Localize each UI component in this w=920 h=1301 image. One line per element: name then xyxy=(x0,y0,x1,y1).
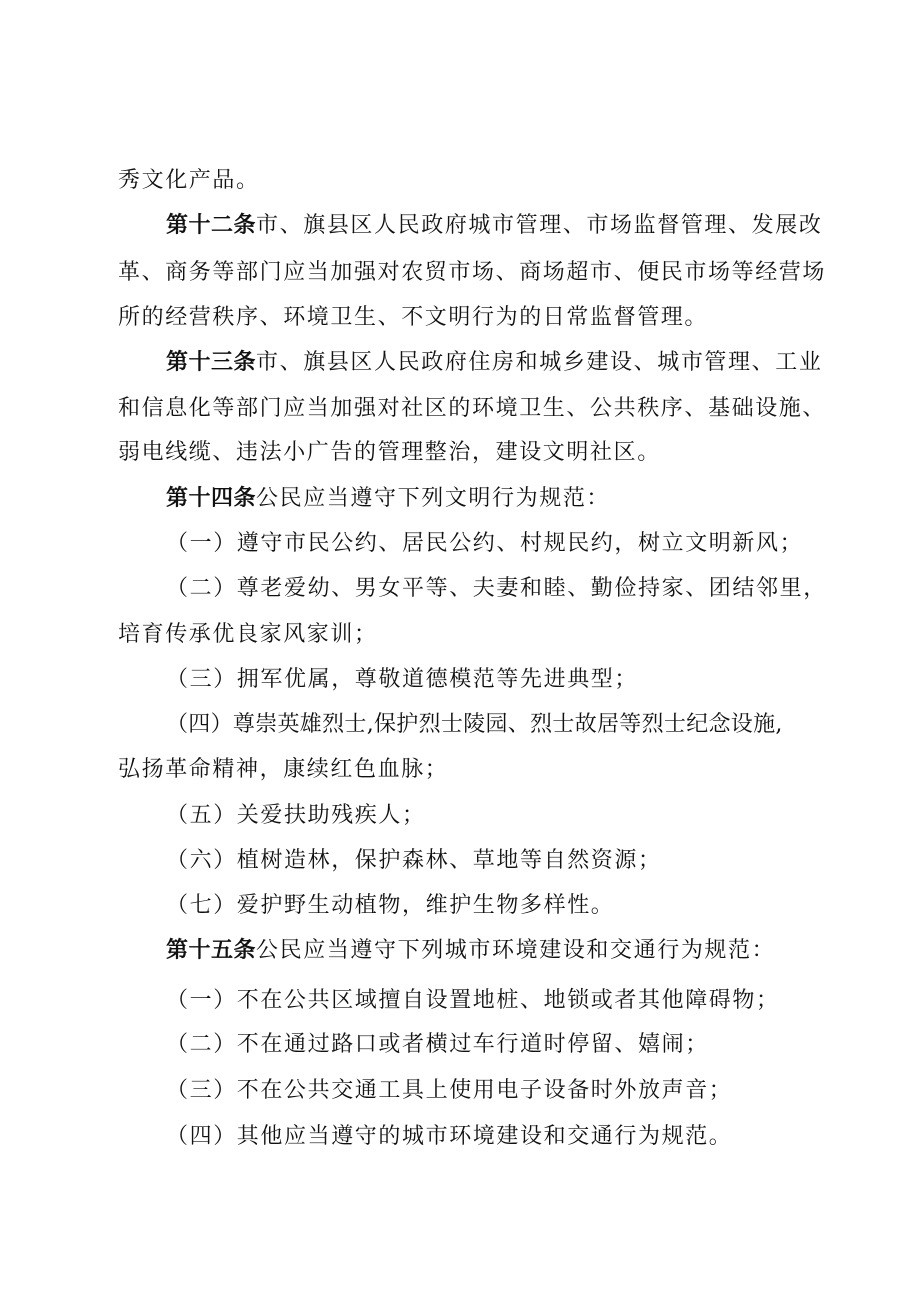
article-12-line xyxy=(166,209,866,243)
line-text: （四）其他应当遵守的城市环境建设和交通行为规范。 xyxy=(166,1124,733,1149)
article-14-line xyxy=(166,482,866,516)
list-item-line xyxy=(166,572,866,606)
list-item-line xyxy=(166,1028,866,1062)
paragraph-line xyxy=(118,256,827,290)
list-item-line xyxy=(166,799,866,833)
list-item-line xyxy=(166,527,866,561)
line-text: 弱电线缆、违法小广告的管理整治，建设文明社区。 xyxy=(118,440,661,465)
list-item-line xyxy=(166,984,866,1018)
paragraph-line xyxy=(118,436,818,470)
list-item-line xyxy=(166,1074,866,1108)
line-text: 弘扬革命精神，康续红色血脉； xyxy=(118,757,449,782)
paragraph-line xyxy=(118,392,827,426)
line-text: 市、旗县区人民政府城市管理、市场监督管理、发展改 xyxy=(256,213,823,238)
line-text: 公民应当遵守下列城市环境建设和交通行为规范： xyxy=(256,938,776,963)
list-item-line xyxy=(166,889,866,923)
line-text: 革、商务等部门应当加强对农贸市场、商场超市、便民市场等经营场 xyxy=(118,260,827,285)
list-item-line xyxy=(166,708,866,742)
line-text: （一）不在公共区域擅自设置地桩、地锁或者其他障碍物； xyxy=(166,988,780,1013)
article-13-title: 第十三条 xyxy=(166,350,257,375)
line-text: 和信息化等部门应当加强对社区的环境卫生、公共秩序、基础设施、 xyxy=(118,396,827,421)
article-15-line xyxy=(166,934,866,968)
article-12-title: 第十二条 xyxy=(166,213,257,238)
line-text: 公民应当遵守下列文明行为规范： xyxy=(256,486,611,511)
line-text: （三）拥军优属，尊敬道德模范等先进典型； xyxy=(166,667,639,692)
line-text: （三）不在公共交通工具上使用电子设备时外放声音； xyxy=(166,1078,733,1103)
line-text: （五）关爱扶助残疾人； xyxy=(166,803,426,828)
article-15-title: 第十五条 xyxy=(166,938,257,963)
line-text: （四）尊崇英雄烈士,保护烈士陵园、烈士故居等烈士纪念设施, xyxy=(166,712,783,737)
article-13-line xyxy=(166,346,866,380)
line-text: （二）尊老爱幼、男女平等、夫妻和睦、勤俭持家、团结邻里， xyxy=(166,576,827,601)
list-item-line xyxy=(166,1120,866,1154)
paragraph-line xyxy=(118,301,818,335)
line-text: （一）遵守市民公约、居民公约、村规民约，树立文明新风； xyxy=(166,531,804,556)
line-text: 秀文化产品。 xyxy=(118,168,260,193)
line-text: （二）不在通过路口或者横过车行道时停留、嬉闹； xyxy=(166,1032,709,1057)
line-text: （六）植树造林，保护森林、草地等自然资源； xyxy=(166,848,662,873)
line-text: 所的经营秩序、环境卫生、不文明行为的日常监督管理。 xyxy=(118,305,709,330)
line-text: （七）爱护野生动植物，维护生物多样性。 xyxy=(166,893,615,918)
paragraph-line xyxy=(118,753,818,787)
line-text: 市、旗县区人民政府住房和城乡建设、城市管理、工业 xyxy=(256,350,823,375)
list-item-line xyxy=(166,844,866,878)
paragraph-line xyxy=(118,618,818,652)
paragraph-line xyxy=(118,164,818,198)
list-item-line xyxy=(166,663,866,697)
article-14-title: 第十四条 xyxy=(166,486,257,511)
line-text: 培育传承优良家风家训； xyxy=(118,622,378,647)
